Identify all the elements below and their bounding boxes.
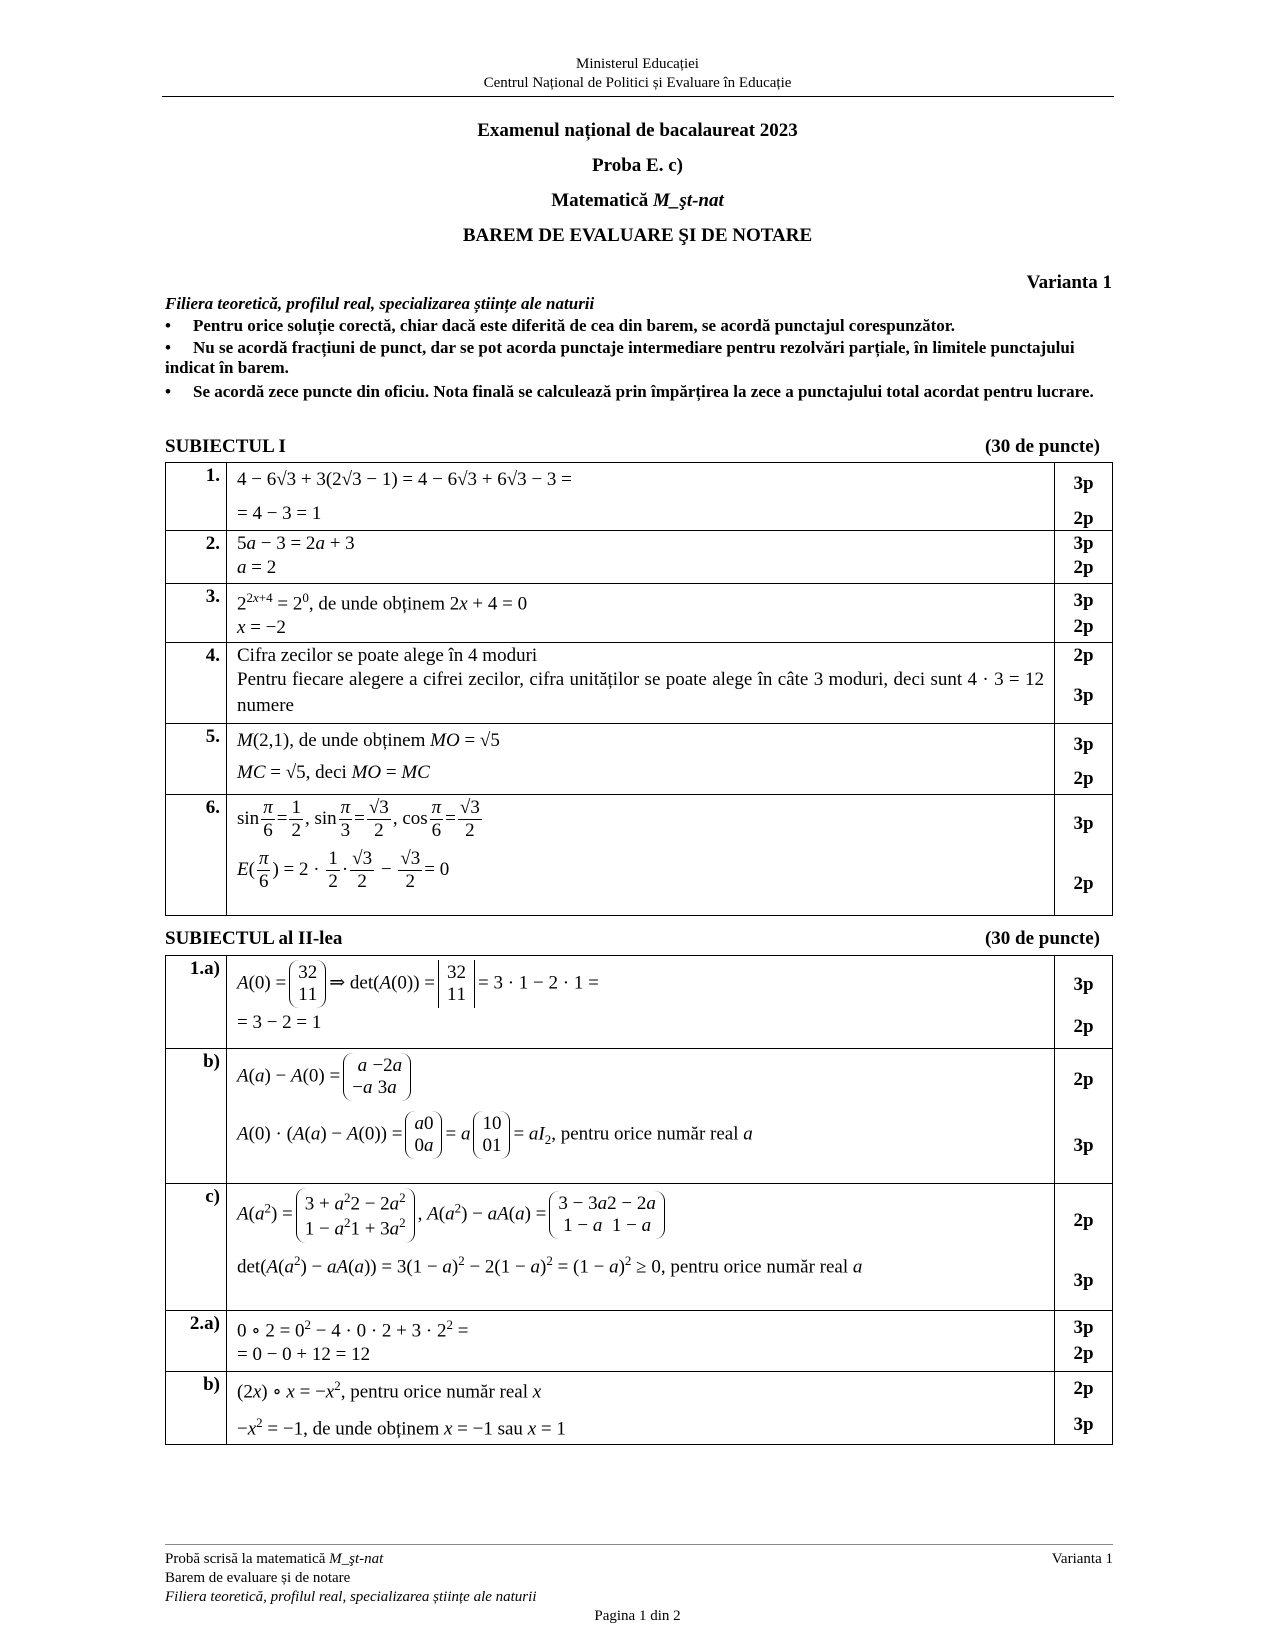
item-number: 2.a): [166, 1311, 227, 1372]
section-title-2: [165, 928, 1100, 950]
table-row: [166, 1184, 1113, 1311]
page-number: Pagina 1 din 2: [594, 1608, 681, 1624]
instruction-text: Se acordă zece puncte din oficiu. Nota finală se calculează prin împărțirea la zece a punctajului total acordat pentru lucrare.: [193, 382, 1094, 401]
section-points: (30 de puncte): [984, 436, 1100, 457]
footer-divider: [165, 1544, 1113, 1545]
item-solution: A(a) − A(0) = a −2a −a 3a A(0) · (A(a) − A(0)) = a 0 0 a = a 1 0 0 1 = $aI_2$, pentru orice număr real a: [227, 1049, 1055, 1184]
section-name: SUBIECTUL al II-lea: [165, 928, 343, 949]
section-title-1: [165, 436, 1100, 458]
item-number: b): [166, 1372, 227, 1445]
table-row: [166, 463, 1113, 531]
item-points: 2p 3p: [1055, 1184, 1113, 1311]
table-row: [166, 1372, 1113, 1445]
footer-line-3: Filiera teoretică, profilul real, specializarea științe ale naturii: [165, 1589, 537, 1605]
proba-title: Proba E. c): [592, 155, 683, 176]
table-row: [166, 584, 1113, 643]
instruction-bullet-1: • Pentru orice soluție corectă, chiar dacă este diferită de cea din barem, se acordă punctajul corespunzător.: [165, 316, 956, 335]
variant-label: Varianta 1: [1026, 272, 1112, 293]
barem-title: BAREM DE EVALUARE ŞI DE NOTARE: [462, 225, 813, 246]
item-points: 2p 3p: [1055, 1372, 1113, 1445]
footer-profile: M_şt-nat: [329, 1551, 384, 1567]
footer-line-1: [165, 1550, 1113, 1568]
scoring-table-2: [165, 955, 1113, 1445]
table-row: [166, 724, 1113, 795]
item-solution: $2^{2x+4} = 2^0$, de unde obținem 2x + 4 = 0 x = −2: [227, 584, 1055, 643]
item-points: 3p 2p: [1055, 956, 1113, 1049]
item-number: 6.: [166, 795, 227, 916]
item-number: c): [166, 1184, 227, 1311]
item-points: 2p 3p: [1055, 643, 1113, 724]
item-number: b): [166, 1049, 227, 1184]
item-points: 3p 2p: [1055, 795, 1113, 916]
item-points: 3p 2p: [1055, 724, 1113, 795]
item-number: 1.: [166, 463, 227, 531]
item-number: 4.: [166, 643, 227, 724]
item-points: 3p 2p: [1055, 1311, 1113, 1372]
item-solution: 5a − 3 = 2a + 3 a = 2: [227, 531, 1055, 584]
item-solution: 0 ∘ $2 = 0^2 - 4 \cdot 0 \cdot 2 + 3 \cdot 2^2$ = = 0 − 0 + 12 = 12: [227, 1311, 1055, 1372]
item-number: 2.: [166, 531, 227, 584]
item-solution: (2x) ∘ $x = -x^2$, pentru orice număr real x $-x^2 = -1$, de unde obținem x = −1 sau x = 1: [227, 1372, 1055, 1445]
footer-text: Probă scrisă la matematică: [165, 1551, 326, 1567]
scoring-table-1: [165, 462, 1113, 916]
table-row: [166, 643, 1113, 724]
instruction-bullet-3: • Se acordă zece puncte din oficiu. Nota finală se calculează prin împărțirea la zece a punctajului total acordat pentru lucrare.: [165, 382, 1094, 401]
item-solution: Cifra zecilor se poate alege în 4 moduri Pentru fiecare alegere a cifrei zecilor, cifra unităților se poate alege în câte 3 moduri, deci sunt 4 · 3 = 12 numere: [227, 643, 1055, 724]
ministry-name: Ministerul Educației: [576, 56, 699, 72]
item-points: 2p 3p: [1055, 1049, 1113, 1184]
item-solution: A(0) = 3 2 1 1 ⇒ det(A(0)) = 3 2 1 1 = 3 · 1 − 2 · 1 = = 3 − 2 = 1: [227, 956, 1055, 1049]
table-row: [166, 1049, 1113, 1184]
footer-line-2: Barem de evaluare și de notare: [165, 1570, 351, 1586]
table-row: [166, 956, 1113, 1049]
subject-profile: M_şt-nat: [653, 190, 724, 211]
item-number: 3.: [166, 584, 227, 643]
section-name: SUBIECTUL I: [165, 436, 286, 457]
instruction-text: Pentru orice soluție corectă, chiar dacă este diferită de cea din barem, se acordă punctajul corespunzător.: [193, 316, 956, 335]
exam-title: Examenul național de bacalaureat 2023: [477, 120, 798, 141]
subject-prefix: Matematică: [551, 190, 649, 211]
item-solution: M(2,1), de unde obținem MO = √5 MC = √5, deci MO = MC: [227, 724, 1055, 795]
filiera-text: Filiera teoretică, profilul real, specializarea științe ale naturii: [165, 294, 595, 313]
instruction-text: Nu se acordă fracțiuni de punct, dar se pot acorda punctaje intermediare pentru rezolvări parțiale, în limitele punctajului indicat în barem.: [165, 338, 1075, 377]
table-row: [166, 531, 1113, 584]
item-solution: 4 − 6√3 + 3(2√3 − 1) = 4 − 6√3 + 6√3 − 3 = = 4 − 3 = 1: [227, 463, 1055, 531]
item-solution: $A(a^2)$ = $3 + a^2$ $2 - 2a^2$ $1 - a^2$ $1 + 3a^2$ , $A(a^2) - aA(a)$ = 3 − 3a 2 − 2a 1 − a 1 − a $\det(A(a^2) - aA(a)) = 3(1 - a)^2 - 2(1 - a)^2 = (1 - a)^2 \ge 0$, pentru orice număr real a: [227, 1184, 1055, 1311]
table-row: [166, 795, 1113, 916]
section-points: (30 de puncte): [984, 928, 1100, 949]
item-points: 3p 2p: [1055, 531, 1113, 584]
footer-variant: Varianta 1: [1051, 1551, 1113, 1567]
item-points: 3p 2p: [1055, 584, 1113, 643]
center-name: Centrul Național de Politici și Evaluare în Educație: [483, 75, 792, 91]
item-number: 5.: [166, 724, 227, 795]
subject-title: [0, 190, 1275, 212]
instruction-bullet-2: • Nu se acordă fracțiuni de punct, dar se pot acorda punctaje intermediare pentru rezolvări parțiale, în limitele punctajului indicat în barem.: [165, 338, 1075, 377]
table-row: [166, 1311, 1113, 1372]
item-number: 1.a): [166, 956, 227, 1049]
item-solution: sin $\frac{\pi}{6}$ = $\frac{1}{2}$ , sin $\frac{\pi}{3}$ = $\frac{√3}{2}$ , cos $\frac{\pi}{6}$ = $\frac{√3}{2}$ E( $\frac{\pi}{6}$ ) = 2 · $\frac{1}{2}$ · $\frac{√3}{2}$ − $\frac{√3}{2}$ = 0: [227, 795, 1055, 916]
header-divider: [162, 96, 1114, 97]
item-points: 3p 2p: [1055, 463, 1113, 531]
